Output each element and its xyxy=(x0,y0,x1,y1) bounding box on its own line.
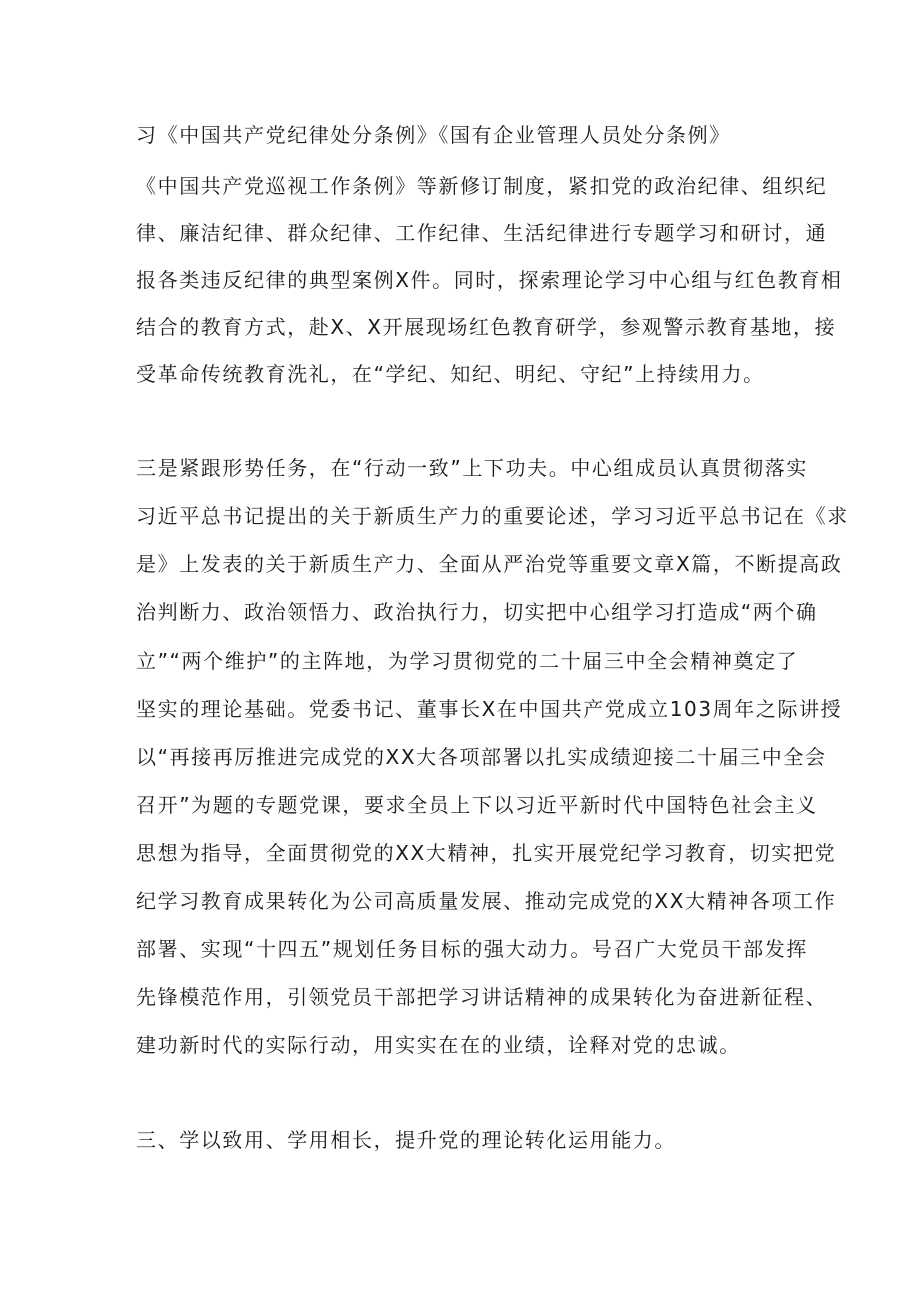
paragraph-line: 习近平总书记提出的关于新质生产力的重要论述，学习习近平总书记在《求 xyxy=(136,504,849,528)
paragraph-line: 立”“两个维护”的主阵地，为学习贯彻党的二十届三中全会精神奠定了 xyxy=(136,649,799,673)
section-heading: 三、学以致用、学用相长，提升党的理论转化运用能力。 xyxy=(136,1128,676,1152)
paragraph-line: 《中国共产党巡视工作条例》等新修订制度，紧扣党的政治纪律、组织纪 xyxy=(136,174,828,198)
paragraph-line: 以“再接再厉推进完成党的XX大各项部署以扎实成绩迎接二十届三中全会 xyxy=(136,745,827,769)
paragraph-line: 坚实的理论基础。党委书记、董事长X在中国共产党成立103周年之际讲授 xyxy=(136,697,843,721)
paragraph-line: 律、廉洁纪律、群众纪律、工作纪律、生活纪律进行专题学习和研讨，通 xyxy=(136,221,828,245)
paragraph-line: 是》上发表的关于新质生产力、全面从严治党等重要文章X篇，不断提高政 xyxy=(136,552,843,576)
paragraph-line: 思想为指导，全面贯彻党的XX大精神，扎实开展党纪学习教育，切实把党 xyxy=(136,841,837,865)
paragraph-line: 报各类违反纪律的典型案例X件。同时，探索理论学习中心组与红色教育相 xyxy=(136,268,843,292)
paragraph-line: 习《中国共产党纪律处分条例》《国有企业管理人员处分条例》 xyxy=(136,123,731,147)
paragraph-line: 召开”为题的专题党课，要求全员上下以习近平新时代中国特色社会主义 xyxy=(136,793,818,817)
paragraph-line: 先锋模范作用，引领党员干部把学习讲话精神的成果转化为奋进新征程、 xyxy=(136,985,828,1009)
paragraph-line: 结合的教育方式，赴X、X开展现场红色教育研学，参观警示教育基地，接 xyxy=(136,315,837,339)
paragraph-line: 治判断力、政治领悟力、政治执行力，切实把中心组学习打造成“两个确 xyxy=(136,600,818,624)
paragraph-line: 部署、实现“十四五”规划任务目标的强大动力。号召广大党员干部发挥 xyxy=(136,937,808,961)
paragraph-line: 纪学习教育成果转化为公司高质量发展、推动完成党的XX大精神各项工作 xyxy=(136,889,837,913)
paragraph-line: 建功新时代的实际行动，用实实在在的业绩，诠释对党的忠诚。 xyxy=(136,1033,741,1057)
paragraph-line: 三是紧跟形势任务，在“行动一致”上下功夫。中心组成员认真贯彻落实 xyxy=(136,456,808,480)
paragraph-line: 受革命传统教育洗礼，在“学纪、知纪、明纪、守纪”上持续用力。 xyxy=(136,362,765,386)
